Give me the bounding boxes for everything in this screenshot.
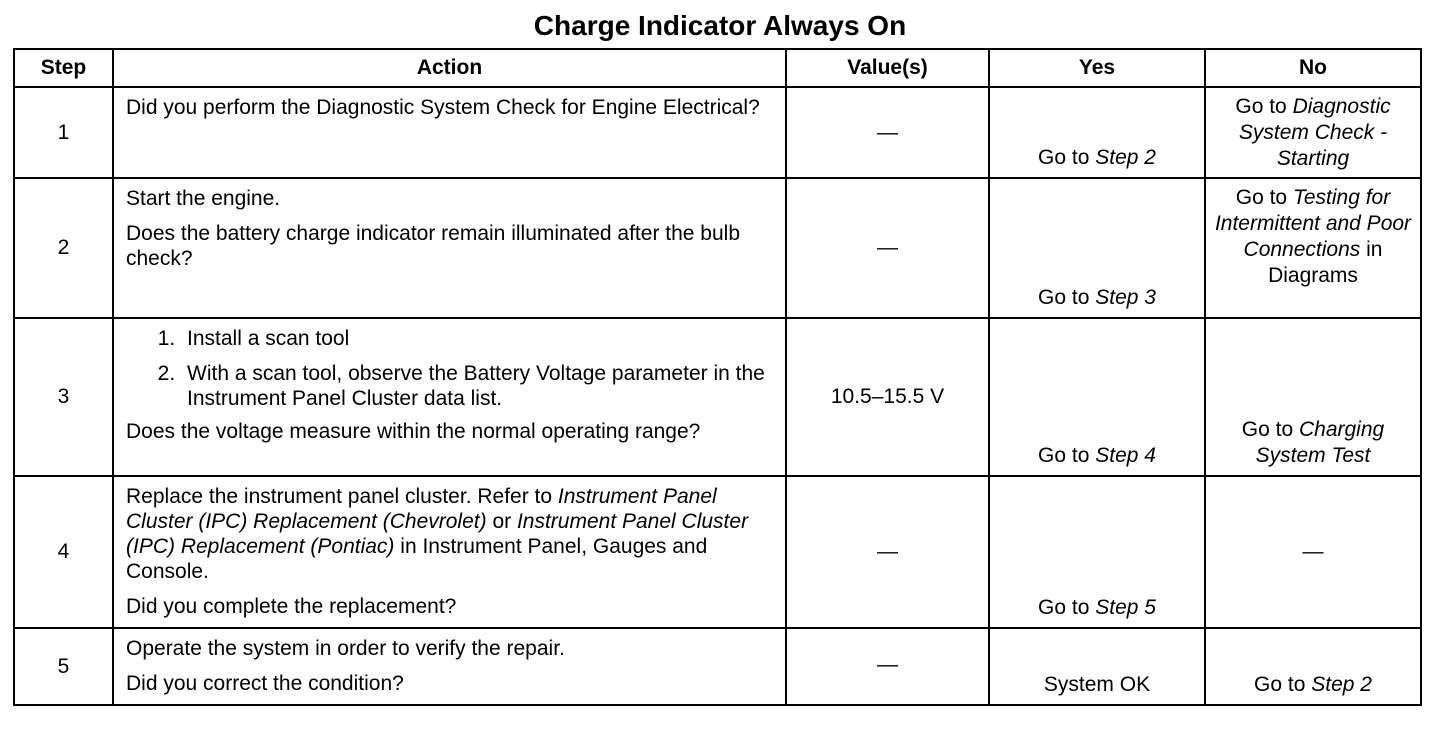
step-number: 2 [14,178,113,318]
header-action: Action [113,49,786,87]
action-cell [113,318,786,476]
yes-cell: System OK [989,628,1205,705]
action-question: Did you correct the condition? [126,672,404,695]
value-cell: 10.5–15.5 V [786,318,989,476]
action-text: Start the engine. [126,187,281,210]
header-no: No [1205,49,1421,87]
page-title: Charge Indicator Always On [533,10,907,41]
no-prefix: Go to [1235,186,1293,209]
action-cell [113,476,786,628]
no-cell [1205,318,1421,476]
action-ref-link[interactable]: Instrument Panel Cluster (IPC) Replacement (Chevrolet) [126,485,717,533]
no-prefix: Go to [1254,673,1312,696]
table-row [14,178,1421,318]
diagnostic-table [13,48,1422,706]
yes-prefix: Go to [1038,444,1096,467]
value-cell: — [786,628,989,705]
header-yes: Yes [989,49,1205,87]
yes-cell [989,87,1205,178]
yes-cell [989,476,1205,628]
yes-link[interactable]: Step 5 [1095,596,1156,619]
table-row [14,628,1421,705]
no-link[interactable]: Charging System Test [1255,418,1385,467]
table-row [14,87,1421,178]
action-steps [126,326,775,411]
table-row [14,318,1421,476]
action-cell [113,178,786,318]
no-suffix: in Diagrams [1268,238,1383,287]
action-text: Did you perform the Diagnostic System Check for Engine Electrical? [126,96,760,119]
yes-link[interactable]: Step 2 [1095,146,1156,169]
action-step-item: 1. Install a scan tool [181,326,775,351]
yes-cell [989,318,1205,476]
no-prefix: Go to [1235,95,1293,118]
yes-link[interactable]: Step 3 [1095,286,1156,309]
action-step-item: 2. With a scan tool, observe the Battery Voltage parameter in the Instrument Panel Cluster data list. [181,361,775,411]
no-link[interactable]: Step 2 [1311,673,1372,696]
step-number: 4 [14,476,113,628]
no-link[interactable]: Testing for Intermittent and Poor Connections [1214,186,1412,261]
yes-prefix: Go to [1038,146,1096,169]
header-row [14,49,1421,87]
value-cell: — [786,476,989,628]
action-text [126,484,775,584]
step-number: 3 [14,318,113,476]
action-question: Does the battery charge indicator remain illuminated after the bulb check? [126,222,741,270]
value-cell: — [786,87,989,178]
action-question: Did you complete the replacement? [126,595,457,618]
yes-prefix: Go to [1038,596,1096,619]
action-ref-link[interactable]: Instrument Panel Cluster (IPC) Replacement (Pontiac) [126,510,749,558]
yes-link[interactable]: Step 4 [1095,444,1156,467]
no-link[interactable]: Diagnostic System Check - Starting [1238,95,1391,170]
yes-prefix: Go to [1038,286,1096,309]
yes-cell [989,178,1205,318]
action-pre: Replace the instrument panel cluster. Refer to [126,485,558,508]
header-value: Value(s) [786,49,989,87]
action-post: in Instrument Panel, Gauges and Console. [126,535,708,583]
no-cell: — [1205,476,1421,628]
value-cell: — [786,178,989,318]
no-cell [1205,87,1421,178]
action-cell [113,87,786,178]
header-step: Step [14,49,113,87]
step-number: 1 [14,87,113,178]
action-question: Does the voltage measure within the normal operating range? [126,420,701,443]
no-prefix: Go to [1241,418,1299,441]
action-text: Operate the system in order to verify the repair. [126,637,565,660]
table-row [14,476,1421,628]
step-number: 5 [14,628,113,705]
no-cell [1205,178,1421,318]
no-cell [1205,628,1421,705]
action-or: or [486,510,517,533]
action-cell [113,628,786,705]
